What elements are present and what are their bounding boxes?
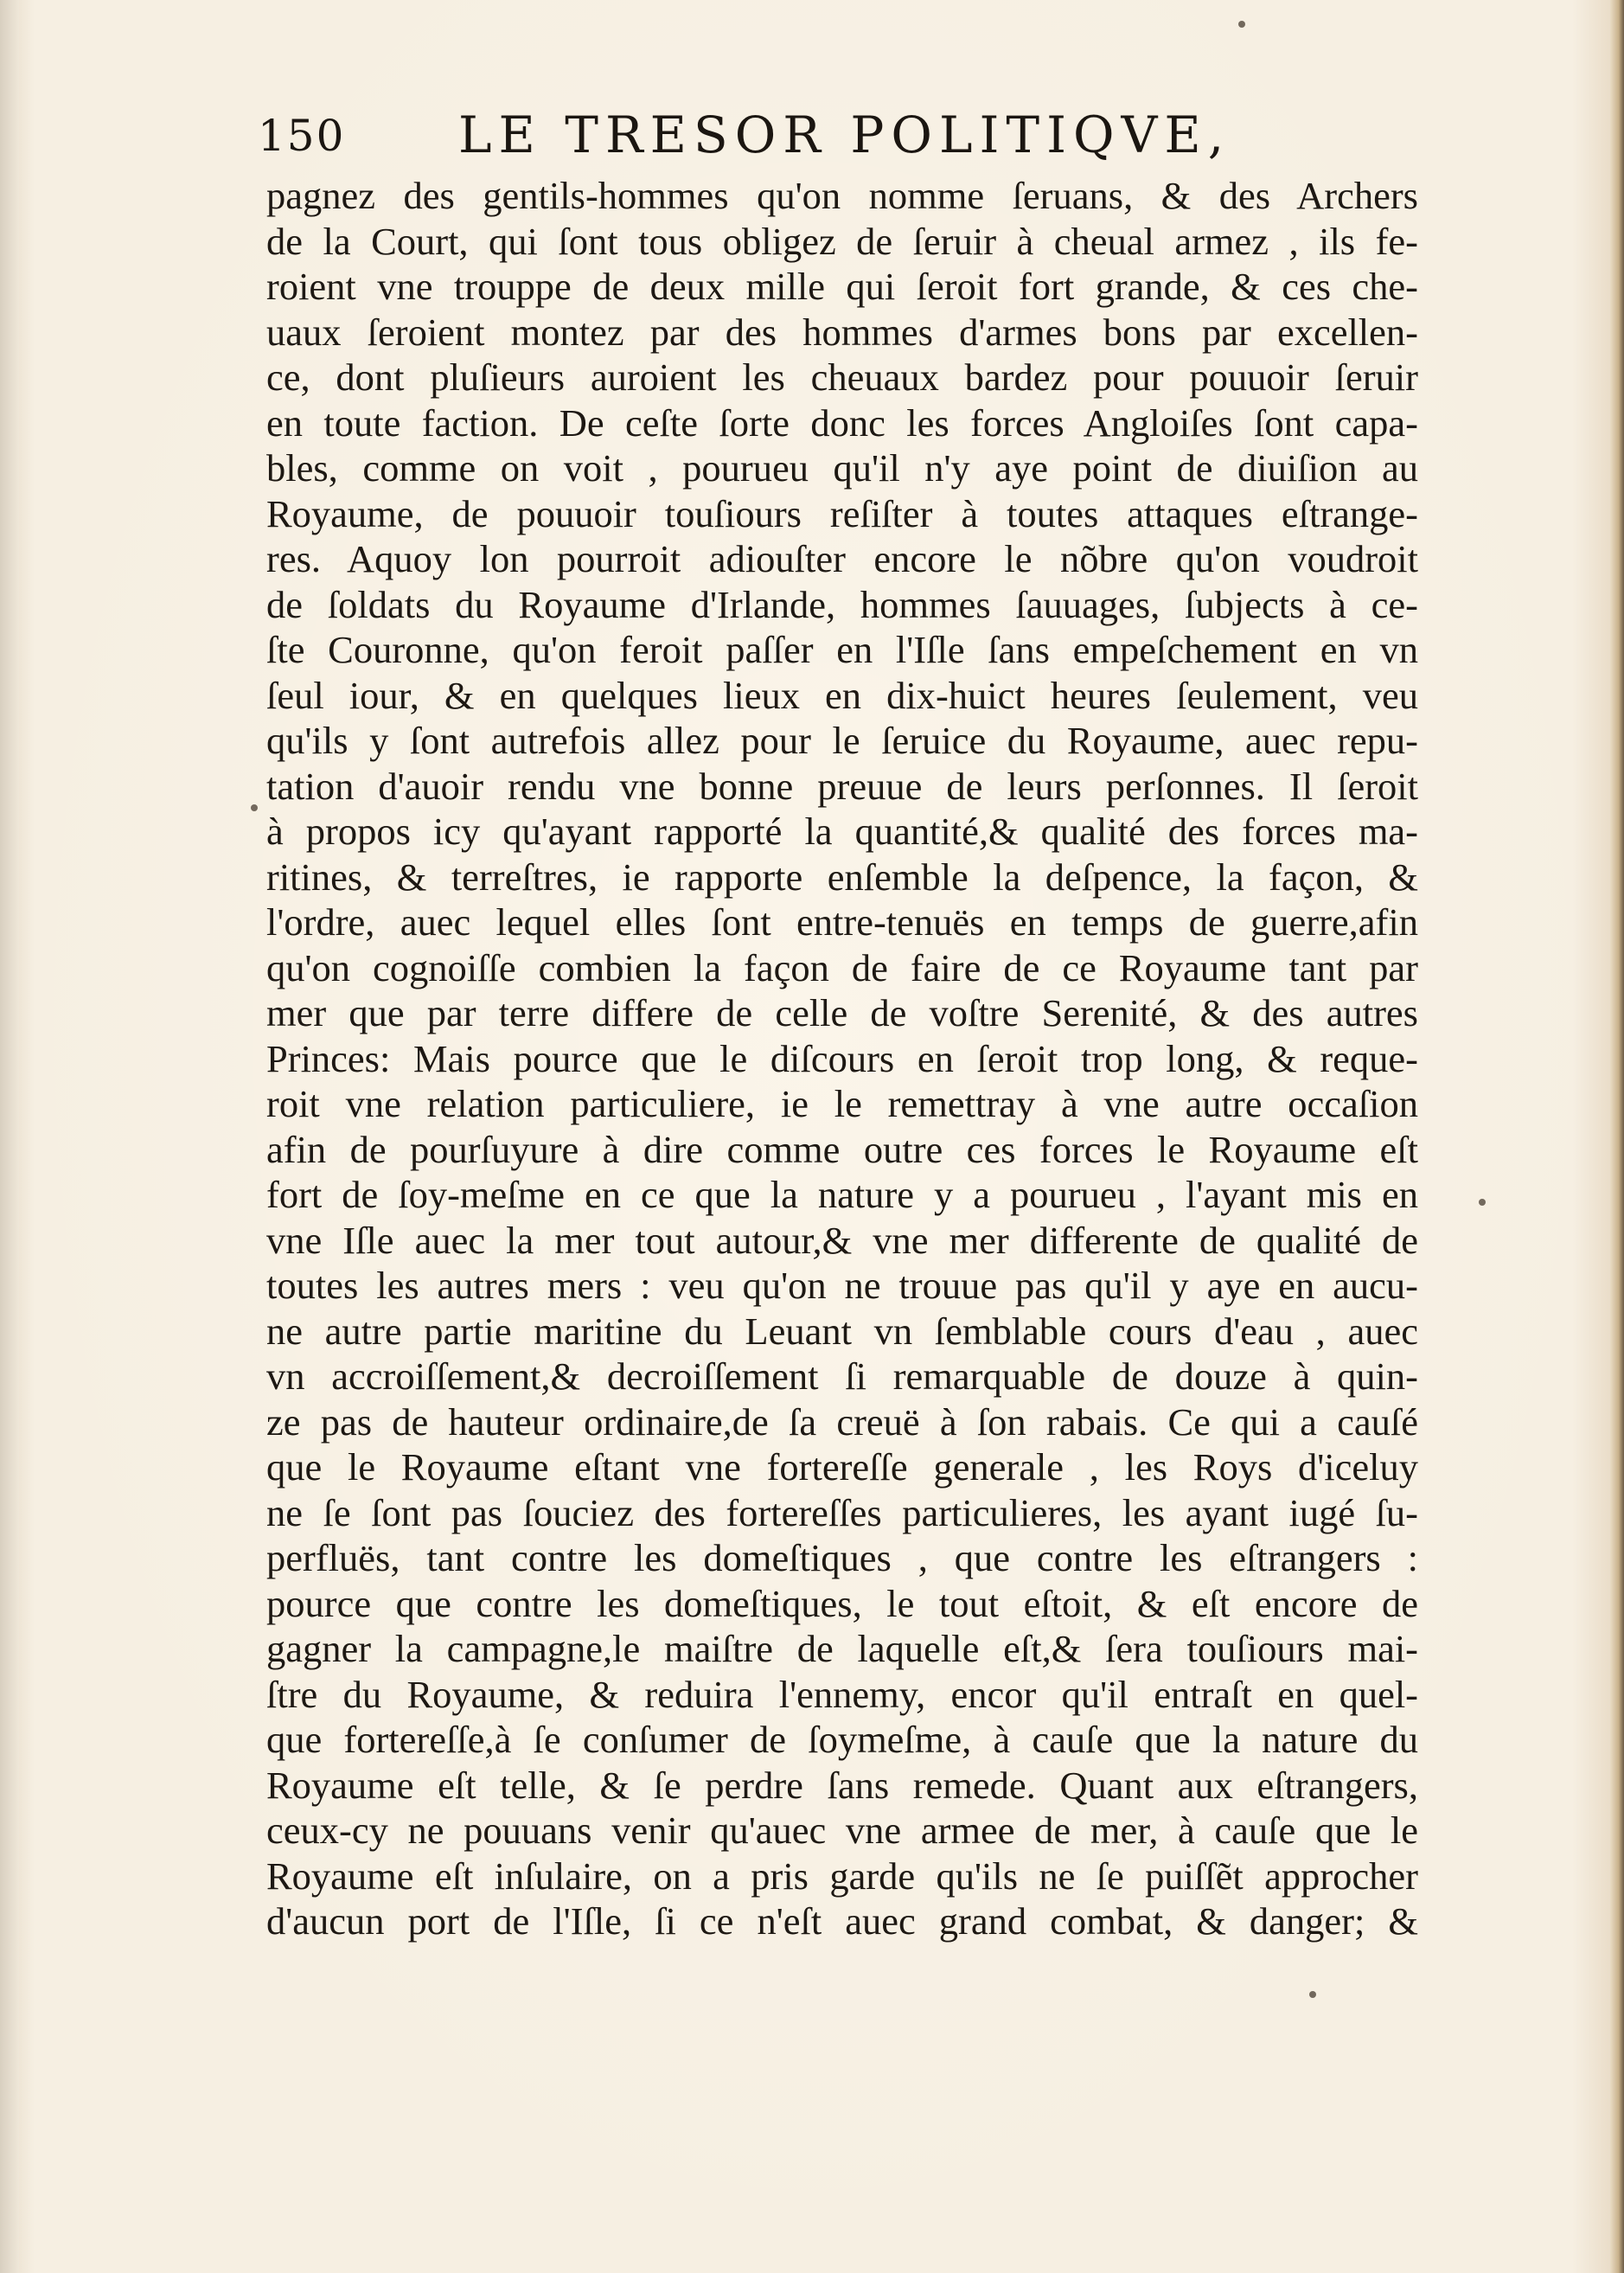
text-line: ſtre du Royaume, & reduira l'ennemy, encor qu'il entraſt en quel- xyxy=(266,1672,1418,1716)
text-line: ne ſe ſont pas ſouciez des fortereſſes particulieres, les ayant iugé ſu- xyxy=(266,1490,1418,1534)
text-line: à propos icy qu'ayant rapporté la quantité,& qualité des forces ma- xyxy=(266,810,1418,853)
text-line: gagner la campagne,le maiſtre de laquelle eſt,& ſera touſiours mai- xyxy=(266,1627,1418,1670)
text-line: de ſoldats du Royaume d'Irlande, hommes ſauuages, ſubjects à ce- xyxy=(266,582,1418,626)
text-line: roit vne relation particuliere, ie le remettray à vne autre occaſion xyxy=(266,1082,1418,1125)
text-line: fort de ſoy-meſme en ce que la nature y a pourueu , l'ayant mis en xyxy=(266,1173,1418,1216)
text-line: vn accroiſſement,& decroiſſement ſi remarquable de douze à quin- xyxy=(266,1354,1418,1398)
text-line: toutes les autres mers : veu qu'on ne trouue pas qu'il y aye en aucu- xyxy=(266,1264,1418,1307)
page-edge xyxy=(1610,0,1624,2273)
gutter-shadow xyxy=(0,0,19,2273)
ink-speck xyxy=(1479,1199,1486,1206)
text-line: ritines, & terreſtres, ie rapporte enſemble la deſpence, la façon, & xyxy=(266,855,1418,899)
text-line: vne Iſle auec la mer tout autour,& vne mer differente de qualité de xyxy=(266,1218,1418,1262)
text-line: mer que par terre differe de celle de voſtre Serenité, & des autres xyxy=(266,991,1418,1034)
text-line: pource que contre les domeſtiques, le tout eſtoit, & eſt encore de xyxy=(266,1581,1418,1625)
text-line: de la Court, qui ſont tous obligez de ſeruir à cheual armez , ils fe- xyxy=(266,219,1418,263)
text-line: qu'ils y ſont autrefois allez pour le ſeruice du Royaume, auec repu- xyxy=(266,719,1418,762)
text-line: ceux-cy ne pouuans venir qu'auec vne armee de mer, à cauſe que le xyxy=(266,1809,1418,1852)
text-line: en toute faction. De ceſte ſorte donc les forces Angloiſes ſont capa- xyxy=(266,400,1418,445)
text-line: ce, dont pluſieurs auroient les cheuaux bardez pour pouuoir ſeruir xyxy=(266,355,1418,399)
ink-speck xyxy=(251,804,258,811)
text-line: Royaume, de pouuoir touſiours reſiſter à toutes attaques eſtrange- xyxy=(266,491,1418,535)
text-line: ſte Couronne, qu'on feroit paſſer en l'Iſle ſans empeſchement en vn xyxy=(266,628,1418,671)
text-line: uaux ſeroient montez par des hommes d'armes bons par excellen- xyxy=(266,310,1418,354)
text-line: ze pas de hauteur ordinaire,de ſa creuë à ſon rabais. Ce qui a cauſé xyxy=(266,1399,1418,1444)
text-line: roient vne trouppe de deux mille qui ſeroit fort grande, & ces che- xyxy=(266,265,1418,308)
text-line: perfluës, tant contre les domeſtiques , que contre les eſtrangers : xyxy=(266,1536,1418,1579)
text-line: qu'on cognoiſſe combien la façon de faire de ce Royaume tant par xyxy=(266,945,1418,989)
page-number: 150 xyxy=(258,111,346,161)
running-head xyxy=(0,102,1624,171)
text-line: d'aucun port de l'Iſle, ſi ce n'eſt auec grand combat, & danger; & xyxy=(266,1899,1418,1943)
text-line: tation d'auoir rendu vne bonne preuue de leurs perſonnes. Il ſeroit xyxy=(266,764,1418,808)
text-line: ſeul iour, & en quelques lieux en dix-huict heures ſeulement, veu xyxy=(266,673,1418,717)
text-line: ne autre partie maritine du Leuant vn ſemblable cours d'eau , auec xyxy=(266,1309,1418,1353)
text-line: res. Aquoy lon pourroit adiouſter encore le nõbre qu'on voudroit xyxy=(266,537,1418,580)
running-title: LE TRESOR POLITIQVE, xyxy=(458,106,1231,164)
text-line: afin de pourſuyure à dire comme outre ces forces le Royaume eſt xyxy=(266,1127,1418,1171)
text-line: Royaume eſt inſulaire, on a pris garde qu'ils ne ſe puiſſẽt approcher xyxy=(266,1854,1418,1898)
body-text xyxy=(266,173,1418,1944)
text-line: l'ordre, auec lequel elles ſont entre-tenuës en temps de guerre,afin xyxy=(266,900,1418,944)
text-line: bles, comme on voit , pourueu qu'il n'y aye point de diuiſion au xyxy=(266,446,1418,490)
text-line: Princes: Mais pource que le diſcours en ſeroit trop long, & reque- xyxy=(266,1036,1418,1080)
text-line: pagnez des gentils-hommes qu'on nomme ſeruans, & des Archers xyxy=(266,174,1418,217)
text-line: Royaume eſt telle, & ſe perdre ſans remede. Quant aux eſtrangers, xyxy=(266,1763,1418,1807)
text-line: que le Royaume eſtant vne fortereſſe generale , les Roys d'iceluy xyxy=(266,1445,1418,1489)
ink-speck xyxy=(1238,21,1245,28)
ink-speck xyxy=(1309,1991,1316,1998)
text-line: que fortereſſe,à ſe conſumer de ſoymeſme, à cauſe que la nature du xyxy=(266,1718,1418,1761)
